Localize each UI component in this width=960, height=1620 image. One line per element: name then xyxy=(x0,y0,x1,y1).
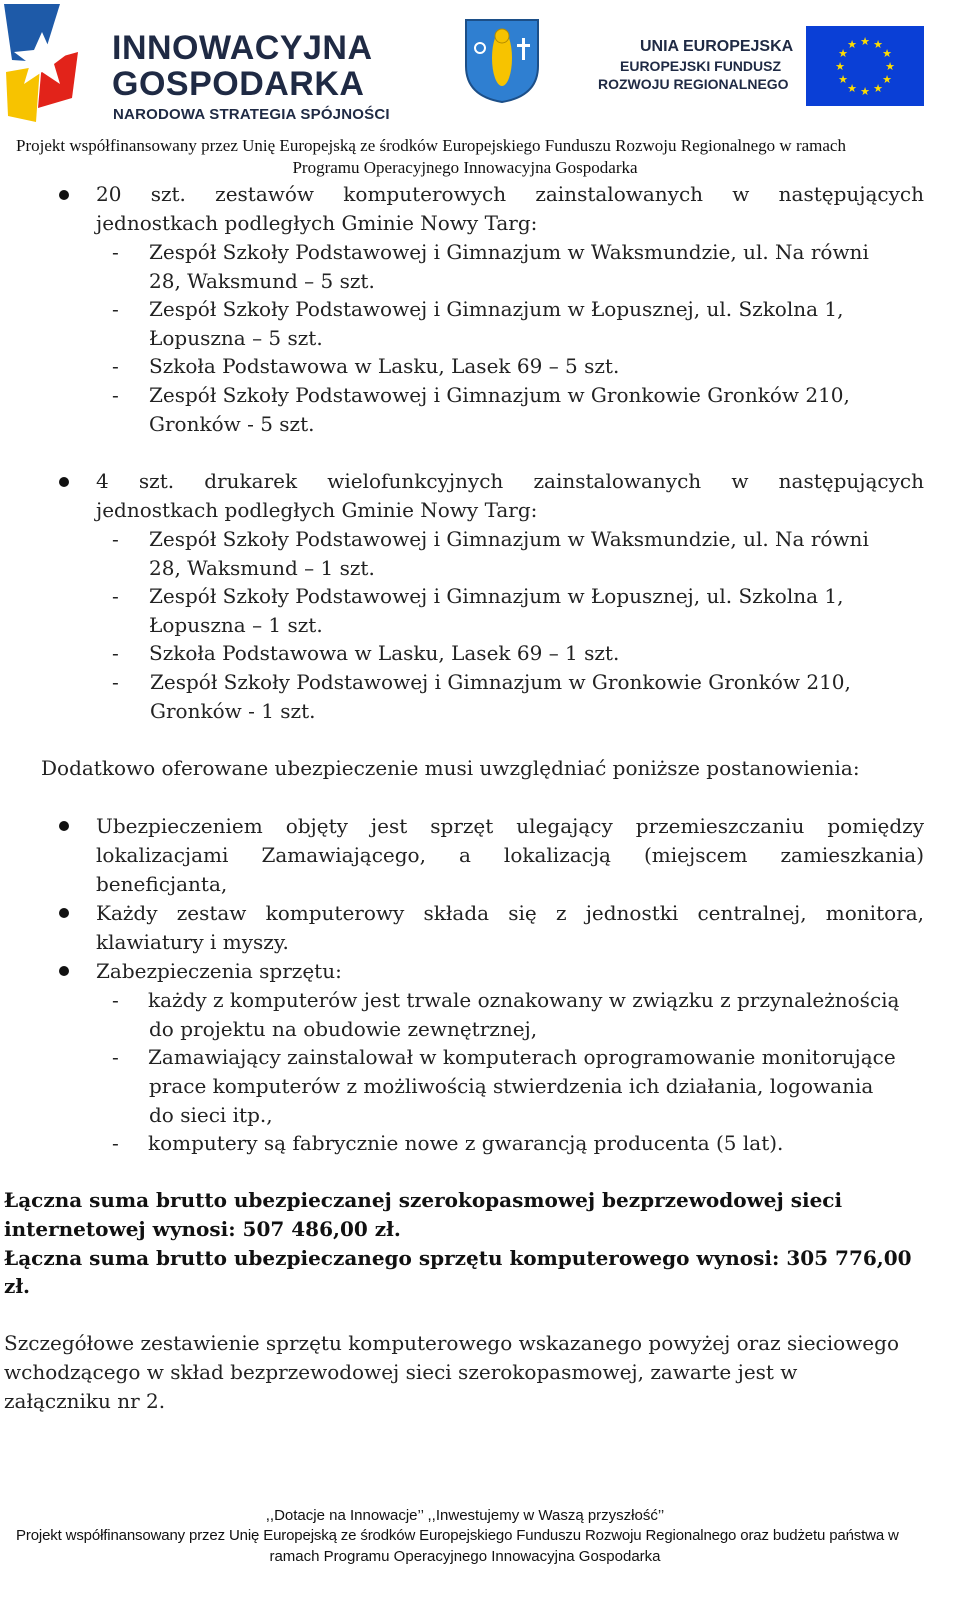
sum-network-line-1: Łączna suma brutto ubezpieczanej szerokopasmowej bezprzewodowej sieci xyxy=(4,1188,843,1212)
header-note-line-1: Projekt współfinansowany przez Unię Europejską ze środków Europejskiego Funduszu Rozwoju Regionalnego w ramach xyxy=(16,136,846,155)
list2-item-3: Szkoła Podstawowa w Lasku, Lasek 69 – 1 szt. xyxy=(149,641,620,665)
list1-item-4-line-2: Gronków - 5 szt. xyxy=(149,412,315,436)
list1-item-4-line-1: Zespół Szkoły Podstawowej i Gimnazjum w Gronkowie Gronków 210, xyxy=(149,383,850,407)
bullet-icon xyxy=(59,477,69,487)
list1-item-1-line-1: Zespół Szkoły Podstawowej i Gimnazjum w Waksmundzie, ul. Na równi xyxy=(149,240,869,264)
dash-icon: - xyxy=(112,988,119,1012)
list2-item-4-line-1: Zespół Szkoły Podstawowej i Gimnazjum w Gronkowie Gronków 210, xyxy=(150,670,851,694)
security-3: komputery są fabrycznie nowe z gwarancją producenta (5 lat). xyxy=(148,1131,784,1155)
bullet-icon xyxy=(59,190,69,200)
list2-item-2-line-2: Łopuszna – 1 szt. xyxy=(149,613,323,637)
dash-icon: - xyxy=(112,670,119,694)
svg-text:★: ★ xyxy=(873,82,883,95)
header-note-line-2: Programu Operacyjnego Innowacyjna Gospodarka xyxy=(292,158,638,177)
svg-text:★: ★ xyxy=(835,60,845,73)
svg-text:★: ★ xyxy=(873,38,883,51)
dash-icon: - xyxy=(112,240,119,264)
bullet-icon xyxy=(59,821,69,831)
innowacyjna-gospodarka-logo xyxy=(0,0,430,132)
provision-2-line-2: klawiatury i myszy. xyxy=(96,930,289,954)
provision-1-line-2: lokalizacjami Zamawiającego, a lokalizacją (miejscem zamieszkania) xyxy=(96,843,924,867)
footer-line-1: Projekt współfinansowany przez Unię Europejską ze środków Europejskiego Funduszu Rozwoju Regionalnego oraz budżetu państwa w xyxy=(16,1527,899,1544)
dash-icon: - xyxy=(112,1045,119,1069)
dash-icon: - xyxy=(112,527,119,551)
sum-hardware-line-1: Łączna suma brutto ubezpieczanego sprzętu komputerowego wynosi: 305 776,00 xyxy=(4,1246,912,1270)
logo-subtitle: NARODOWA STRATEGIA SPÓJNOŚCI xyxy=(113,106,390,123)
list1-item-1-line-2: 28, Waksmund – 5 szt. xyxy=(149,269,375,293)
list2-intro-line-2: jednostkach podległych Gminie Nowy Targ: xyxy=(96,498,538,522)
bullet-icon xyxy=(59,966,69,976)
eu-logo xyxy=(590,20,930,110)
bullet-icon xyxy=(59,908,69,918)
svg-text:★: ★ xyxy=(838,47,848,60)
detail-line-2: wchodzącego w skład bezprzewodowej sieci szerokopasmowej, zawarte jest w xyxy=(4,1360,798,1384)
eu-flag-icon xyxy=(806,26,924,106)
provision-1-line-1: Ubezpieczeniem objęty jest sprzęt ulegający przemieszczaniu pomiędzy xyxy=(96,814,924,838)
provision-2-line-1: Każdy zestaw komputerowy składa się z jednostki centralnej, monitora, xyxy=(96,901,924,925)
nowy-targ-crest-icon xyxy=(462,18,542,104)
svg-text:★: ★ xyxy=(882,73,892,86)
svg-text:★: ★ xyxy=(847,82,857,95)
dash-icon: - xyxy=(112,383,119,407)
list2-intro-line-1: 4 szt. drukarek wielofunkcyjnych zainstalowanych w następujących xyxy=(96,469,924,493)
sum-hardware-line-2: zł. xyxy=(4,1274,31,1298)
eu-line-3: ROZWOJU REGIONALNEGO xyxy=(598,76,789,92)
logo-title-line-2: GOSPODARKA xyxy=(112,65,365,103)
list2-item-1-line-1: Zespół Szkoły Podstawowej i Gimnazjum w Waksmundzie, ul. Na równi xyxy=(149,527,869,551)
list2-item-2-line-1: Zespół Szkoły Podstawowej i Gimnazjum w Łopusznej, ul. Szkolna 1, xyxy=(149,584,844,608)
security-1-line-2: do projektu na obudowie zewnętrznej, xyxy=(149,1017,538,1041)
eu-line-2: EUROPEJSKI FUNDUSZ xyxy=(620,58,782,74)
list1-item-2-line-1: Zespół Szkoły Podstawowej i Gimnazjum w Łopusznej, ul. Szkolna 1, xyxy=(149,297,844,321)
eu-line-1: UNIA EUROPEJSKA xyxy=(640,38,794,55)
list1-item-3: Szkoła Podstawowa w Lasku, Lasek 69 – 5 szt. xyxy=(149,354,620,378)
list1-item-2-line-2: Łopuszna – 5 szt. xyxy=(149,326,323,350)
svg-text:★: ★ xyxy=(860,85,870,98)
provision-1-line-3: beneficjanta, xyxy=(96,872,228,896)
security-2-line-1: Zamawiający zainstalował w komputerach oprogramowanie monitorujące xyxy=(148,1045,896,1069)
dash-icon: - xyxy=(112,297,119,321)
security-2-line-3: do sieci itp., xyxy=(149,1103,273,1127)
dash-icon: - xyxy=(112,641,119,665)
logo-title-line-1: INNOWACYJNA xyxy=(112,29,373,67)
svg-text:★: ★ xyxy=(847,38,857,51)
svg-text:★: ★ xyxy=(838,73,848,86)
sum-network-line-2: internetowej wynosi: 507 486,00 zł. xyxy=(4,1217,401,1241)
dash-icon: - xyxy=(112,1131,119,1155)
dash-icon: - xyxy=(112,354,119,378)
ig-star-mark-icon xyxy=(2,2,106,130)
provision-3: Zabezpieczenia sprzętu: xyxy=(96,959,342,983)
svg-text:★: ★ xyxy=(885,60,895,73)
list2-item-4-line-2: Gronków - 1 szt. xyxy=(150,699,316,723)
list1-intro-line-2: jednostkach podległych Gminie Nowy Targ: xyxy=(96,211,538,235)
footer-line-2: ramach Programu Operacyjnego Innowacyjna Gospodarka xyxy=(269,1548,661,1565)
svg-text:★: ★ xyxy=(860,35,870,48)
svg-text:★: ★ xyxy=(882,47,892,60)
detail-line-3: załączniku nr 2. xyxy=(4,1389,166,1413)
dash-icon: - xyxy=(112,584,119,608)
detail-line-1: Szczegółowe zestawienie sprzętu komputerowego wskazanego powyżej oraz sieciowego xyxy=(4,1331,899,1355)
provisions-heading: Dodatkowo oferowane ubezpieczenie musi uwzględniać poniższe postanowienia: xyxy=(41,756,860,780)
list1-intro-line-1: 20 szt. zestawów komputerowych zainstalowanych w następujących xyxy=(96,182,924,206)
footer-slogans: ,,Dotacje na Innowacje’’ ,,Inwestujemy w Waszą przyszłość’’ xyxy=(265,1507,665,1524)
list2-item-1-line-2: 28, Waksmund – 1 szt. xyxy=(149,556,375,580)
security-1-line-1: każdy z komputerów jest trwale oznakowany w związku z przynależnością xyxy=(148,988,900,1012)
security-2-line-2: prace komputerów z możliwością stwierdzenia ich działania, logowania xyxy=(149,1074,874,1098)
